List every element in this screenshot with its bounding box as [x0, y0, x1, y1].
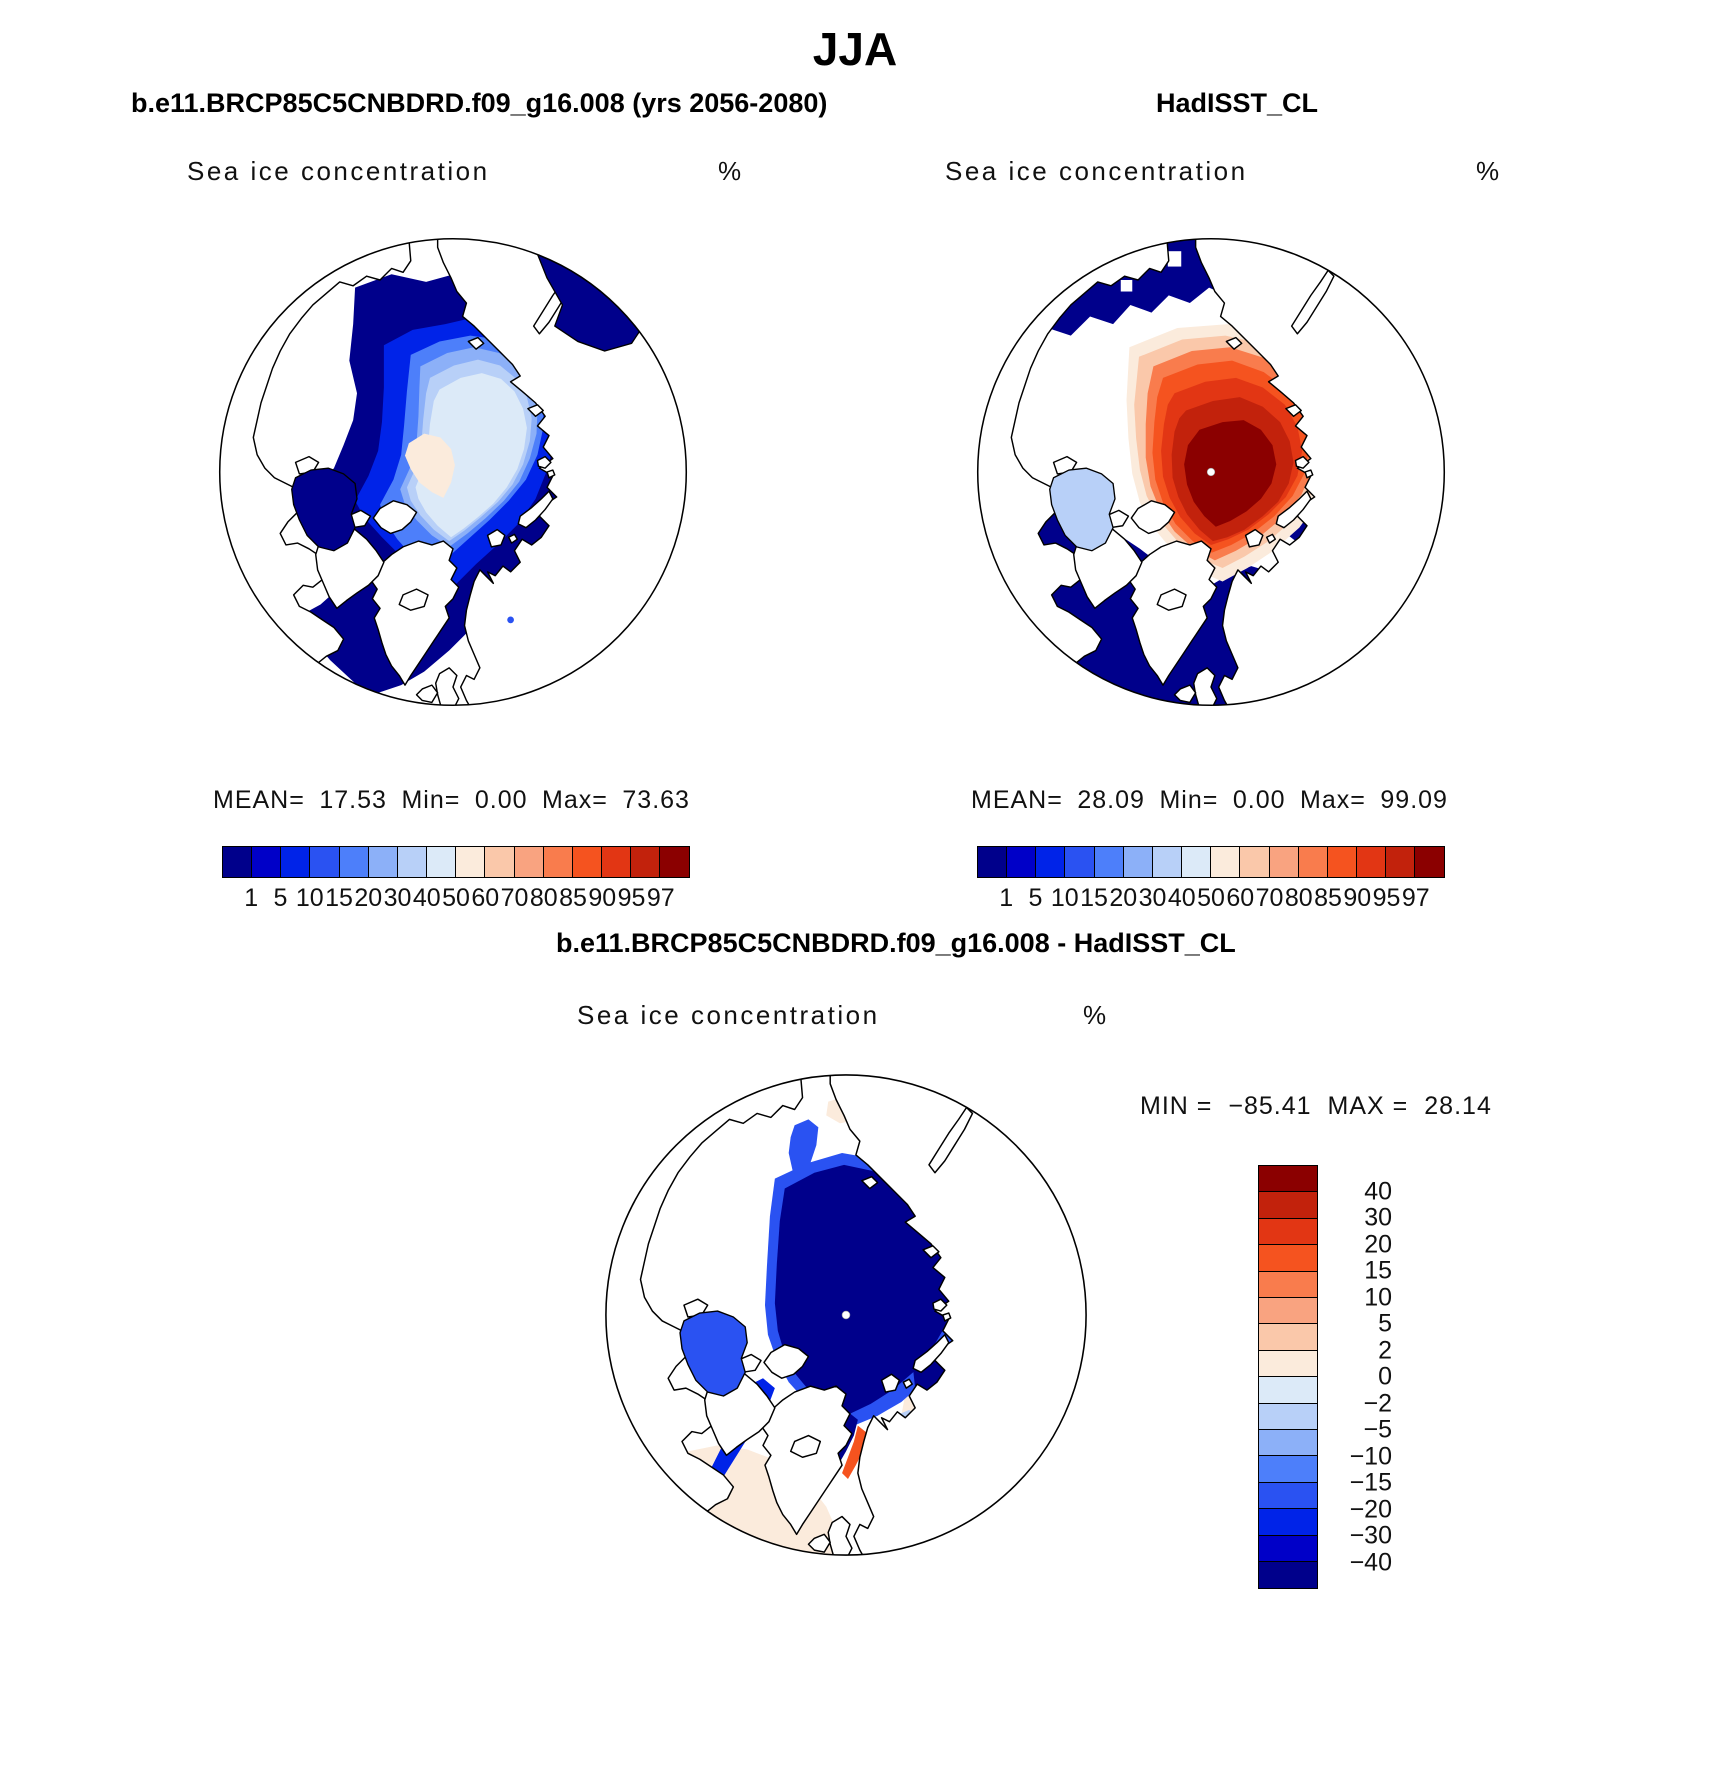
colorbar-segment — [543, 846, 574, 878]
diff-colorbar-tick-label: 40 — [1364, 1177, 1392, 1205]
colorbar-segment — [1356, 846, 1387, 878]
colorbar-tick-label: 60 — [471, 884, 500, 912]
obs-stats-row — [971, 786, 1448, 815]
colorbar-segment — [601, 846, 632, 878]
diff-colorbar-segment — [1258, 1429, 1318, 1457]
colorbar-segment — [339, 846, 370, 878]
colorbar-tick-label: 1 — [244, 884, 259, 912]
diff-hudson-bay-anomaly — [680, 1311, 747, 1396]
colorbar-segment — [397, 846, 428, 878]
colorbar-tick-label: 10 — [1050, 884, 1079, 912]
diff-panel-title: b.e11.BRCP85C5CNBDRD.f09_g16.008 - HadISST_CL — [556, 928, 1236, 958]
model-max-value: 73.63 — [622, 786, 690, 814]
colorbar-segment — [455, 846, 486, 878]
diff-colorbar-segment — [1258, 1350, 1318, 1378]
diff-colorbar-segment — [1258, 1403, 1318, 1431]
diff-colorbar-segment — [1258, 1561, 1318, 1589]
colorbar-segment — [1035, 846, 1066, 878]
diff-colorbar-segment — [1258, 1482, 1318, 1510]
colorbar-segment — [1269, 846, 1300, 878]
diff-colorbar — [1258, 1165, 1318, 1589]
colorbar-segment — [630, 846, 661, 878]
colorbar-segment — [222, 846, 253, 878]
model-min-label: Min= — [401, 786, 461, 814]
colorbar-segment — [1239, 846, 1270, 878]
colorbar-tick-label: 20 — [354, 884, 383, 912]
colorbar-tick-label: 70 — [500, 884, 529, 912]
diff-colorbar-segment — [1258, 1191, 1318, 1219]
diff-colorbar-segment — [1258, 1455, 1318, 1483]
diff-colorbar-tick-label: −10 — [1349, 1442, 1392, 1470]
diff-colorbar-tick-label: 10 — [1364, 1283, 1392, 1311]
colorbar-segment — [426, 846, 457, 878]
diff-min-value: −85.41 — [1228, 1092, 1312, 1120]
diff-colorbar-tick-label: 2 — [1378, 1336, 1392, 1364]
colorbar-segment — [572, 846, 603, 878]
obs-colorbar-ticks — [977, 884, 1445, 912]
diff-colorbar-segment — [1258, 1297, 1318, 1325]
model-bothnia-dot — [507, 616, 514, 623]
diff-colorbar-tick-label: −5 — [1363, 1415, 1392, 1444]
diff-pole-hole — [842, 1311, 850, 1319]
diff-colorbar-tick-label: 30 — [1364, 1203, 1392, 1232]
colorbar-segment — [309, 846, 340, 878]
diff-colorbar-tick-label: −30 — [1349, 1521, 1392, 1550]
colorbar-tick-label: 95 — [1372, 884, 1401, 912]
obs-pole-hole — [1207, 468, 1215, 476]
model-panel-title: b.e11.BRCP85C5CNBDRD.f09_g16.008 (yrs 2056-2080) — [131, 88, 828, 118]
diff-colorbar-tick-label: −20 — [1349, 1495, 1392, 1523]
diff-colorbar-tick-label: 5 — [1378, 1309, 1392, 1338]
model-colorbar — [222, 846, 690, 876]
obs-unit-label: % — [1476, 156, 1500, 186]
model-mean-value: 17.53 — [319, 786, 387, 814]
diff-marginal-seas — [680, 1311, 747, 1396]
obs-map — [971, 232, 1451, 712]
colorbar-segment — [251, 846, 282, 878]
diff-colorbar-segment — [1258, 1376, 1318, 1404]
diff-minmax-row — [1140, 1092, 1492, 1121]
diff-colorbar-segment — [1258, 1323, 1318, 1351]
diff-colorbar-tick-label: 0 — [1378, 1362, 1392, 1391]
model-field-label: Sea ice concentration — [187, 156, 490, 186]
colorbar-segment — [1152, 846, 1183, 878]
obs-max-label: Max= — [1300, 786, 1366, 814]
model-max-label: Max= — [542, 786, 608, 814]
diff-map — [599, 1068, 1093, 1562]
diff-colorbar-segment — [1258, 1165, 1318, 1193]
colorbar-tick-label: 50 — [442, 884, 470, 912]
model-colorbar-ticks — [222, 884, 690, 912]
obs-colorbar — [977, 846, 1445, 876]
colorbar-tick-label: 40 — [412, 884, 441, 912]
diff-max-value: 28.14 — [1424, 1092, 1492, 1120]
colorbar-tick-label: 30 — [1138, 884, 1167, 912]
diff-colorbar-tick-label: −40 — [1349, 1548, 1392, 1576]
model-unit-label: % — [718, 156, 742, 186]
diff-max-label: MAX = — [1327, 1092, 1409, 1120]
diff-colorbar-tick-label: 15 — [1364, 1256, 1392, 1285]
colorbar-segment — [1414, 846, 1445, 878]
colorbar-segment — [368, 846, 399, 878]
colorbar-tick-label: 60 — [1226, 884, 1255, 912]
diff-colorbar-segment — [1258, 1271, 1318, 1299]
colorbar-tick-label: 97 — [1401, 884, 1430, 912]
colorbar-tick-label: 15 — [325, 884, 353, 912]
colorbar-segment — [1298, 846, 1329, 878]
colorbar-segment — [1006, 846, 1037, 878]
colorbar-tick-label: 85 — [1314, 884, 1342, 912]
colorbar-segment — [1327, 846, 1358, 878]
obs-panel-title: HadISST_CL — [1155, 88, 1319, 118]
obs-map-content — [971, 232, 1451, 712]
colorbar-tick-label: 95 — [617, 884, 646, 912]
diff-colorbar-tick-label: −15 — [1349, 1468, 1392, 1497]
obs-mean-label: MEAN= — [971, 786, 1063, 814]
diff-colorbar-segment — [1258, 1508, 1318, 1536]
diff-colorbar-tick-label: 20 — [1364, 1230, 1392, 1258]
colorbar-segment — [1123, 846, 1154, 878]
model-map-content — [213, 232, 693, 712]
model-min-value: 0.00 — [474, 786, 528, 814]
colorbar-segment — [1385, 846, 1416, 878]
figure-title: JJA — [812, 23, 898, 75]
colorbar-tick-label: 20 — [1109, 884, 1138, 912]
diff-colorbar-segment — [1258, 1244, 1318, 1272]
colorbar-tick-label: 10 — [295, 884, 324, 912]
obs-min-label: Min= — [1159, 786, 1219, 814]
diff-field-label: Sea ice concentration — [577, 1000, 880, 1030]
colorbar-segment — [977, 846, 1008, 878]
colorbar-segment — [484, 846, 515, 878]
diff-unit-label: % — [1083, 1000, 1107, 1030]
diff-map-content — [599, 1068, 1093, 1562]
colorbar-tick-label: 5 — [1028, 884, 1043, 912]
colorbar-segment — [1094, 846, 1125, 878]
colorbar-tick-label: 50 — [1197, 884, 1225, 912]
model-mean-label: MEAN= — [213, 786, 305, 814]
obs-min-value: 0.00 — [1232, 786, 1286, 814]
colorbar-tick-label: 70 — [1255, 884, 1284, 912]
colorbar-tick-label: 15 — [1080, 884, 1108, 912]
colorbar-segment — [514, 846, 545, 878]
colorbar-segment — [659, 846, 690, 878]
colorbar-tick-label: 90 — [1343, 884, 1372, 912]
colorbar-tick-label: 97 — [646, 884, 675, 912]
diff-colorbar-tick-label: −2 — [1363, 1389, 1392, 1417]
diff-colorbar-segment — [1258, 1218, 1318, 1246]
colorbar-segment — [1181, 846, 1212, 878]
colorbar-tick-label: 80 — [529, 884, 558, 912]
model-hudson-bay-ice — [292, 468, 357, 551]
obs-field-label: Sea ice concentration — [945, 156, 1248, 186]
colorbar-tick-label: 80 — [1284, 884, 1313, 912]
colorbar-tick-label: 5 — [273, 884, 288, 912]
colorbar-tick-label: 1 — [999, 884, 1014, 912]
obs-mean-value: 28.09 — [1077, 786, 1145, 814]
colorbar-tick-label: 90 — [588, 884, 617, 912]
colorbar-segment — [1210, 846, 1241, 878]
colorbar-tick-label: 85 — [559, 884, 587, 912]
model-map — [213, 232, 693, 712]
diff-colorbar-ticks — [1330, 1165, 1392, 1589]
diff-min-label: MIN = — [1140, 1092, 1213, 1120]
colorbar-segment — [280, 846, 311, 878]
colorbar-tick-label: 40 — [1167, 884, 1196, 912]
colorbar-tick-label: 30 — [383, 884, 412, 912]
colorbar-segment — [1064, 846, 1095, 878]
diff-colorbar-segment — [1258, 1535, 1318, 1563]
model-stats-row — [213, 786, 690, 815]
obs-max-value: 99.09 — [1380, 786, 1448, 814]
